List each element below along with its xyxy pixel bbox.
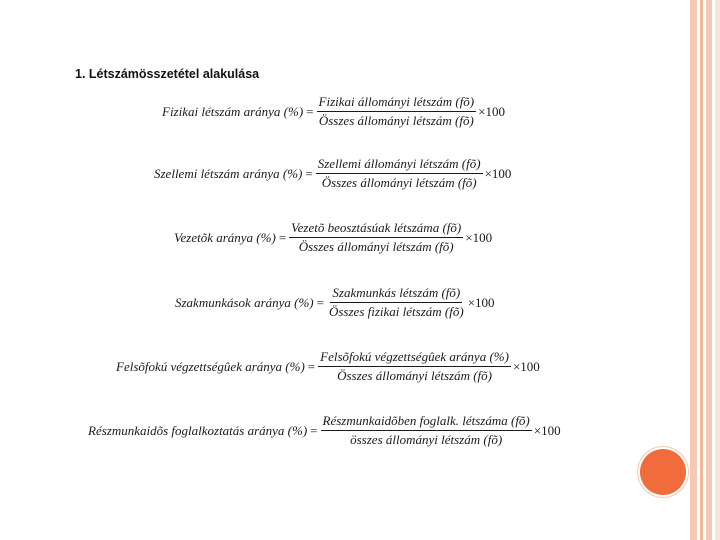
formula-lhs: Fizikai létszám aránya (%) bbox=[162, 103, 304, 119]
formula-reszmunkaidos bbox=[88, 413, 561, 448]
section-heading: 1. Létszámösszetétel alakulása bbox=[75, 67, 260, 81]
equals-sign: = bbox=[307, 358, 316, 374]
formula-vezetok bbox=[174, 220, 492, 255]
multiplier: ×100 bbox=[484, 165, 512, 181]
multiplier: ×100 bbox=[512, 358, 540, 374]
decor-stripe bbox=[715, 0, 720, 540]
decor-stripe bbox=[700, 0, 703, 540]
formula-fizikai bbox=[162, 94, 505, 129]
multiplier: ×100 bbox=[467, 294, 495, 310]
factor: 100 bbox=[475, 294, 495, 310]
fraction bbox=[317, 94, 477, 129]
numerator: Fizikai állományi létszám (fõ) bbox=[317, 94, 477, 112]
multiplier: ×100 bbox=[533, 422, 561, 438]
formula-lhs: Vezetõk aránya (%) bbox=[174, 229, 276, 245]
factor: 100 bbox=[520, 358, 540, 374]
formula-felsofoku bbox=[116, 349, 540, 384]
formula-lhs: Részmunkaidõs foglalkoztatás aránya (%) bbox=[88, 422, 308, 438]
accent-circle bbox=[640, 449, 686, 495]
formula-lhs: Szakmunkások aránya (%) bbox=[175, 294, 314, 310]
formula-lhs: Szellemi létszám aránya (%) bbox=[154, 165, 303, 181]
fraction bbox=[316, 156, 483, 191]
equals-sign: = bbox=[306, 103, 314, 119]
numerator: Vezetõ beosztásúak létszáma (fõ) bbox=[289, 220, 463, 238]
numerator: Szakmunkás létszám (fõ) bbox=[330, 285, 462, 303]
multiplier: ×100 bbox=[465, 229, 493, 245]
formula-lhs: Felsõfokú végzettségûek aránya (%) bbox=[116, 358, 305, 374]
factor: 100 bbox=[485, 103, 505, 119]
formula-szakmunkasok bbox=[175, 285, 495, 320]
denominator: Összes állományi létszám (fõ) bbox=[318, 113, 474, 128]
denominator: Összes fizikai létszám (fõ) bbox=[328, 304, 464, 319]
fraction bbox=[327, 285, 466, 320]
formula-szellemi bbox=[154, 156, 511, 191]
fraction bbox=[318, 349, 511, 384]
denominator: összes állományi létszám (fõ) bbox=[350, 432, 503, 447]
factor: 100 bbox=[491, 165, 512, 181]
numerator: Felsõfokú végzettségûek aránya (%) bbox=[318, 349, 511, 367]
equals-sign: = bbox=[278, 229, 287, 245]
factor: 100 bbox=[472, 229, 493, 245]
factor: 100 bbox=[541, 422, 561, 438]
fraction bbox=[321, 413, 532, 448]
equals-sign: = bbox=[316, 294, 324, 310]
equals-sign: = bbox=[310, 422, 318, 438]
denominator: Összes állományi létszám (fõ) bbox=[298, 239, 454, 254]
fraction bbox=[289, 220, 463, 255]
equals-sign: = bbox=[305, 165, 313, 181]
denominator: Összes állományi létszám (fõ) bbox=[337, 368, 492, 383]
decor-stripe bbox=[690, 0, 697, 540]
decor-stripe bbox=[706, 0, 712, 540]
denominator: Összes állományi létszám (fõ) bbox=[321, 175, 477, 190]
numerator: Szellemi állományi létszám (fõ) bbox=[316, 156, 483, 174]
multiplier: ×100 bbox=[478, 103, 505, 119]
numerator: Részmunkaidõben foglalk. létszáma (fõ) bbox=[321, 413, 532, 431]
